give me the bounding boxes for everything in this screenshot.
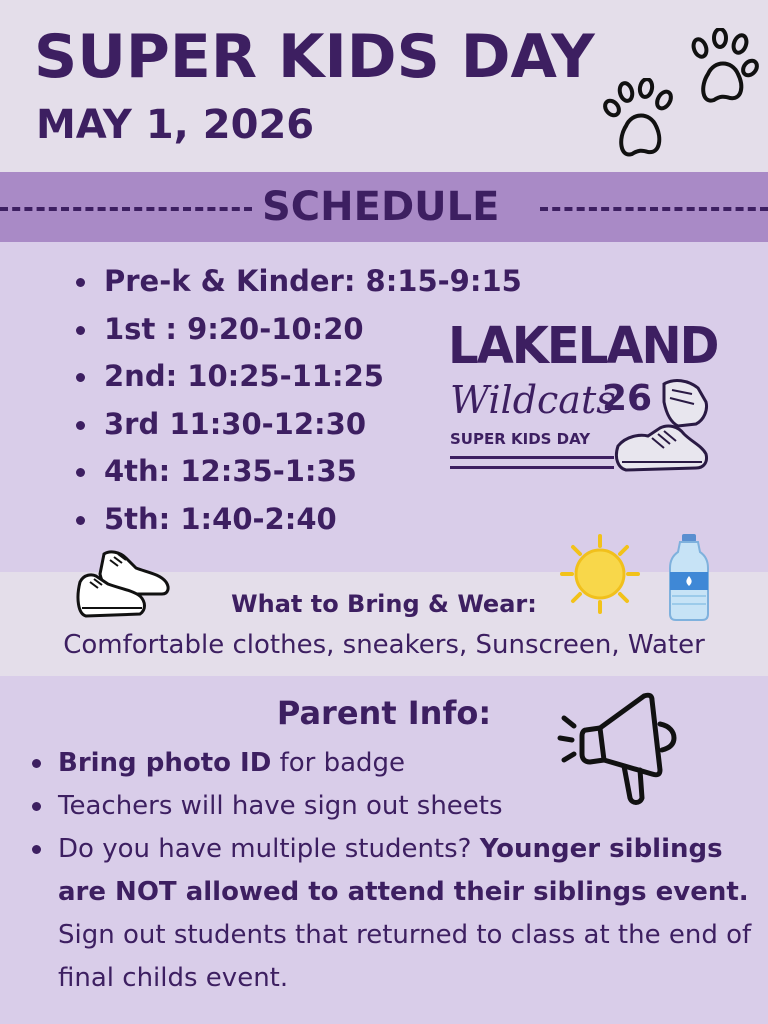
- paw-icon: [600, 78, 678, 162]
- schedule-heading: SCHEDULE: [262, 184, 500, 230]
- schedule-item: 3rd 11:30-12:30: [74, 401, 522, 449]
- lakeland-wildcats-logo: [444, 316, 718, 478]
- dashed-divider-right: [540, 207, 768, 211]
- schedule-item: 2nd: 10:25-11:25: [74, 353, 522, 401]
- page-title: SUPER KIDS DAY: [34, 22, 595, 92]
- running-shoe-icon: [612, 376, 712, 476]
- logo-team-name: Wildcats: [450, 378, 616, 422]
- parent-info-item: Teachers will have sign out sheets: [30, 785, 760, 828]
- logo-year: 26: [602, 378, 653, 419]
- schedule-item: 1st : 9:20-10:20: [74, 306, 522, 354]
- logo-school-name: LAKELAND: [448, 316, 718, 376]
- photo-id-emphasis: Bring photo ID: [58, 748, 272, 778]
- dashed-divider-left: [0, 207, 252, 211]
- paw-icon: [684, 28, 760, 110]
- event-date: MAY 1, 2026: [36, 102, 315, 148]
- bring-heading: What to Bring & Wear:: [231, 590, 537, 618]
- multiple-students-question: Do you have multiple students?: [58, 834, 480, 864]
- parent-info-item: [30, 742, 760, 785]
- parent-info-item: [30, 828, 760, 1000]
- schedule-item: Pre-k & Kinder: 8:15-9:15: [74, 258, 522, 306]
- parent-info-list: [30, 742, 760, 1000]
- sign-out-text: Sign out students that returned to class at the end of final childs event.: [58, 920, 752, 993]
- parent-info-heading: Parent Info:: [276, 694, 492, 732]
- schedule-item: 5th: 1:40-2:40: [74, 496, 522, 544]
- bring-items-text: Comfortable clothes, sneakers, Sunscreen, Water: [63, 630, 705, 660]
- logo-underline: [450, 466, 614, 469]
- logo-event-name: SUPER KIDS DAY: [450, 430, 591, 448]
- photo-id-text: for badge: [271, 748, 406, 778]
- logo-underline: [450, 456, 614, 459]
- schedule-item: 4th: 12:35-1:35: [74, 448, 522, 496]
- siblings-rule-emphasis: Younger siblings are NOT allowed to attend their siblings event.: [58, 834, 749, 907]
